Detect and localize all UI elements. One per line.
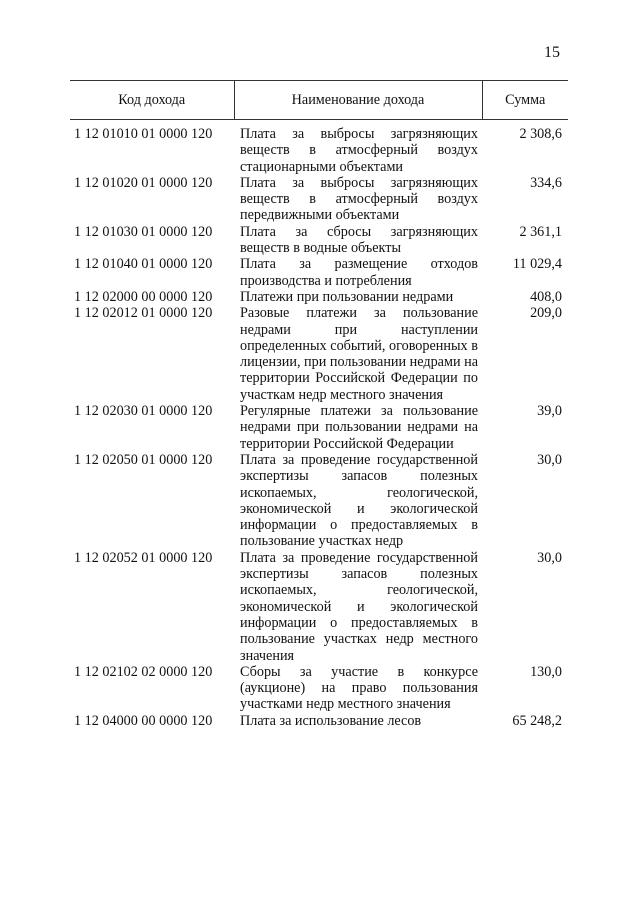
row-sum: 2 308,6 — [519, 126, 562, 142]
row-sum: 408,0 — [530, 288, 562, 305]
row-code: 1 12 02000 00 0000 120 — [74, 288, 213, 305]
table-row — [70, 305, 568, 403]
page-number: 15 — [544, 44, 560, 61]
row-name: Платежи при пользовании недрами — [240, 288, 454, 305]
row-code: 1 12 04000 00 0000 120 — [74, 712, 213, 729]
row-name: Плата за проведение государственной экспертизы запасов полезных ископаемых, геологической, экономической и экологической информации о предоставляемых в пользование участках недр местного значения — [240, 549, 478, 664]
row-code: 1 12 01030 01 0000 120 — [74, 223, 213, 240]
table-row — [70, 224, 568, 257]
header-sum: Сумма — [482, 81, 568, 120]
row-name: Регулярные платежи за пользование недрами при пользовании недрами на территории Российской Федерации — [240, 403, 478, 452]
row-code: 1 12 02030 01 0000 120 — [74, 403, 213, 420]
row-name: Плата за использование лесов — [240, 712, 422, 729]
row-name: Плата за выбросы загрязняющих веществ в атмосферный воздух стационарными объектами — [240, 126, 478, 175]
row-sum: 11 029,4 — [512, 256, 562, 273]
row-sum: 2 361,1 — [519, 223, 562, 240]
row-sum: 334,6 — [530, 174, 562, 191]
row-name: Плата за размещение отходов производства и потребления — [240, 256, 478, 289]
row-code: 1 12 01040 01 0000 120 — [74, 256, 213, 273]
row-sum: 65 248,2 — [512, 712, 562, 729]
revenue-table — [70, 80, 568, 729]
row-name: Плата за сбросы загрязняющих веществ в водные объекты — [240, 223, 478, 257]
row-code: 1 12 01010 01 0000 120 — [74, 126, 213, 142]
row-code: 1 12 02012 01 0000 120 — [74, 305, 213, 322]
row-sum: 30,0 — [537, 451, 562, 468]
table-row — [70, 175, 568, 224]
table-row — [70, 713, 568, 729]
table-row — [70, 550, 568, 664]
row-sum: 209,0 — [530, 305, 562, 322]
row-code: 1 12 02102 02 0000 120 — [74, 663, 213, 680]
row-sum: 39,0 — [537, 403, 562, 420]
table-header-row — [70, 81, 568, 120]
table-row — [70, 403, 568, 452]
row-code: 1 12 02052 01 0000 120 — [74, 549, 213, 566]
row-code: 1 12 01020 01 0000 120 — [74, 174, 213, 191]
row-name: Плата за выбросы загрязняющих веществ в атмосферный воздух передвижными объектами — [240, 174, 478, 224]
header-name: Наименование дохода — [234, 81, 482, 120]
row-code: 1 12 02050 01 0000 120 — [74, 451, 213, 468]
table-row — [70, 452, 568, 550]
table-row — [70, 664, 568, 713]
row-name: Сборы за участие в конкурсе (аукционе) на право пользования участками недр местного значения — [240, 663, 478, 713]
row-sum: 130,0 — [530, 663, 562, 680]
row-name: Разовые платежи за пользование недрами при наступлении определенных событий, оговоренных в лицензии, при пользовании недрами на территории Российской Федерации по участкам недр местного значения — [240, 305, 478, 403]
row-name: Плата за проведение государственной экспертизы запасов полезных ископаемых, геологической, экономической и экологической информации о предоставляемых в пользование участках недр — [240, 451, 478, 550]
table-row — [70, 289, 568, 305]
row-sum: 30,0 — [537, 549, 562, 566]
table-row — [70, 120, 568, 175]
header-code: Код дохода — [70, 81, 234, 120]
table-row — [70, 256, 568, 289]
